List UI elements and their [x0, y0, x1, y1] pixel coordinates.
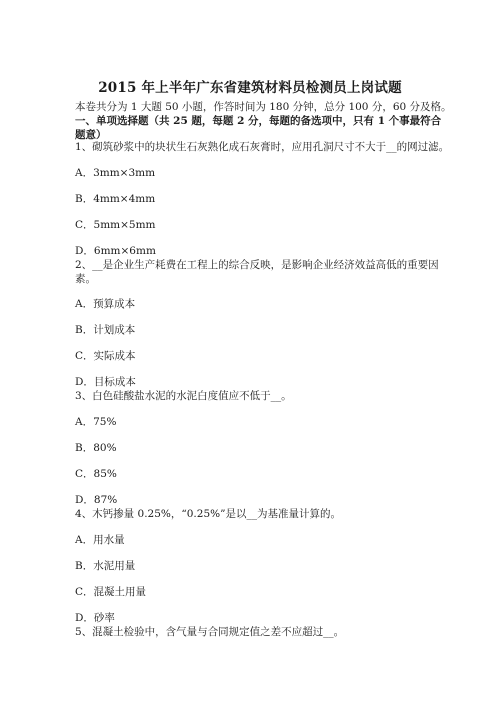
section-heading: 一、单项选择题（共 25 题，每题 2 分，每题的备选项中，只有 1 个事最符合题意）: [75, 115, 442, 141]
question-4-option-c: C．混凝土用量: [75, 586, 147, 598]
question-stem-1: 1、砌筑砂浆中的块状生石灰熟化成石灰膏时，应用孔洞尺寸不大于__的网过滤。: [75, 141, 450, 153]
question-2-option-d: D．目标成本: [75, 376, 136, 388]
question-stem-3: 3、白色硅酸盐水泥的水泥白度值应不低于__。: [75, 390, 292, 402]
question-1-option-d: D．6mm×6mm: [75, 245, 156, 257]
question-4-option-b: B．水泥用量: [75, 560, 136, 572]
exam-intro: 本卷共分为 1 大题 50 小题，作答时间为 180 分钟，总分 100 分，60 分及格。: [75, 101, 452, 113]
question-3-option-a: A．75%: [75, 416, 117, 428]
question-4-option-d: D．砂率: [75, 612, 115, 624]
question-1-option-a: A．3mm×3mm: [75, 167, 156, 179]
document-title: 2015 年上半年广东省建筑材料员检测员上岗试题: [98, 80, 402, 96]
question-stem-2: 2、__是企业生产耗费在工程上的综合反映，是影响企业经济效益高低的重要因素。: [75, 259, 439, 285]
question-3-option-b: B．80%: [75, 442, 117, 454]
question-3-option-d: D．87%: [75, 494, 118, 506]
question-stem-4: 4、木钙掺量 0.25%，“0.25%”是以__为基准量计算的。: [75, 508, 341, 520]
question-2-option-b: B．计划成本: [75, 324, 136, 336]
question-1-option-b: B．4mm×4mm: [75, 193, 156, 205]
question-2-option-c: C．实际成本: [75, 350, 136, 362]
question-2-option-a: A．预算成本: [75, 298, 136, 310]
question-stem-5: 5、混凝土检验中，含气量与合同规定值之差不应超过__。: [75, 626, 345, 638]
question-4-option-a: A．用水量: [75, 534, 125, 546]
question-1-option-c: C．5mm×5mm: [75, 219, 156, 231]
question-3-option-c: C．85%: [75, 468, 117, 480]
